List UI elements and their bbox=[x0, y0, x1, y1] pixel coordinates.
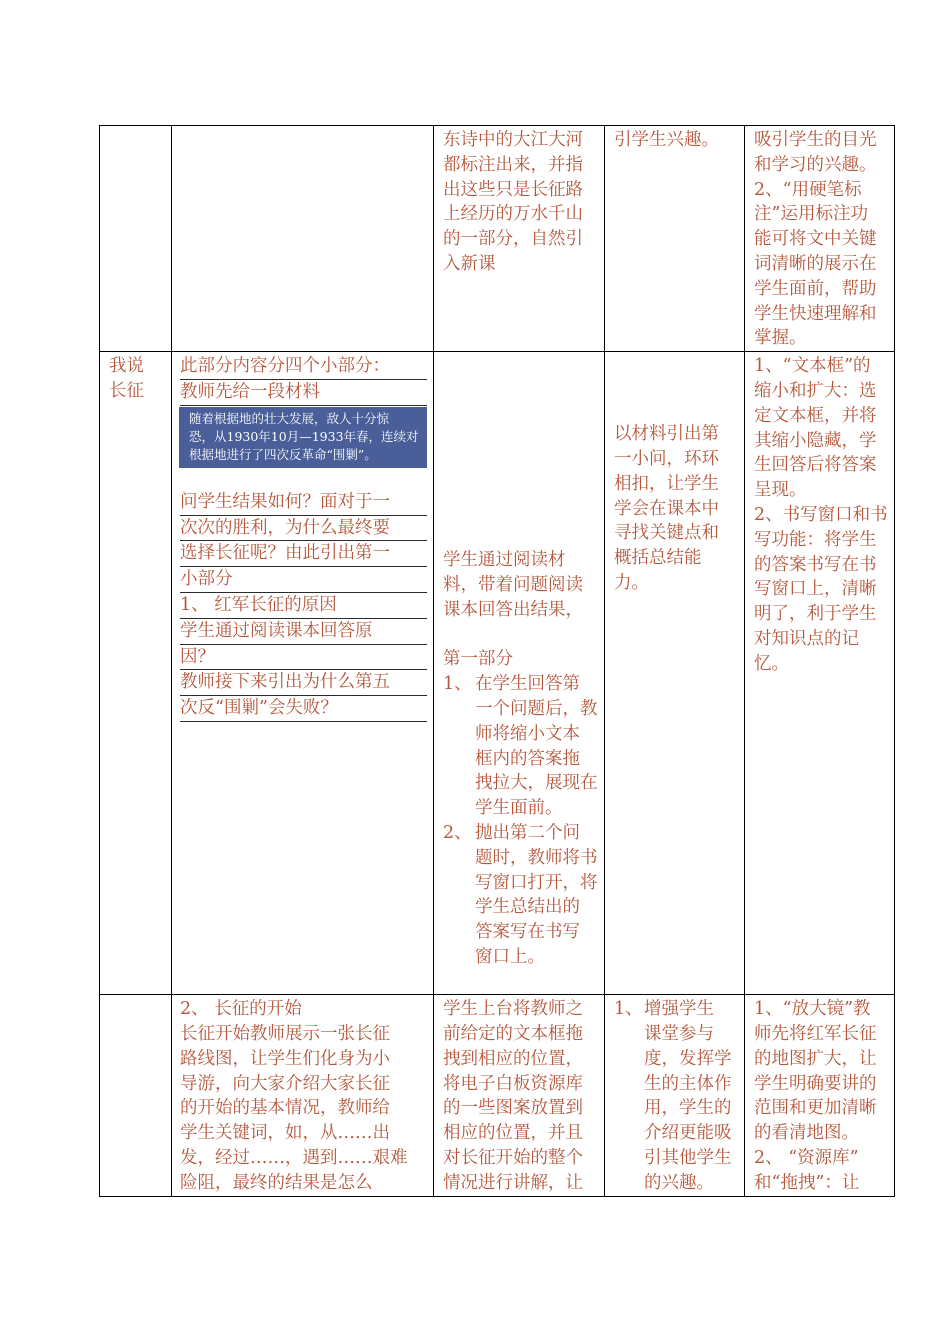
lesson-plan-table bbox=[99, 125, 895, 1197]
text-line: 和学习的兴趣。 bbox=[754, 154, 877, 175]
text-line: 2、 “资源库” bbox=[754, 1147, 859, 1168]
row1-design-intent-cell bbox=[605, 126, 745, 352]
text-line: 学生面前，帮助 bbox=[754, 278, 877, 299]
text-line: 一小问，环环 bbox=[614, 448, 719, 469]
row1-content-cell bbox=[172, 126, 434, 352]
text-line: 学会在课本中 bbox=[614, 498, 719, 519]
text-line: 写窗口上，清晰 bbox=[754, 579, 877, 600]
table-row bbox=[100, 995, 895, 1196]
text-line: 料，带着问题阅读 bbox=[443, 574, 583, 595]
row2-tech-use-cell bbox=[745, 352, 895, 995]
text-line: 选择长征呢？由此引出第一 bbox=[180, 541, 427, 567]
text-line: 生的主体作 bbox=[644, 1073, 732, 1094]
text-line: 力。 bbox=[614, 572, 649, 593]
text-line: 生回答后将答案 bbox=[754, 455, 877, 476]
text-line: 学生面前。 bbox=[475, 798, 563, 819]
row3-section-cell bbox=[100, 995, 172, 1196]
item-number: 2、 bbox=[443, 822, 472, 843]
text-line: 词清晰的展示在 bbox=[754, 253, 877, 274]
text-line: 框内的答案拖 bbox=[475, 748, 580, 769]
excerpt-line: 恐，从1930年10月—1933年春，连续对 bbox=[189, 428, 419, 444]
text-line: 的一部分，自然引 bbox=[443, 229, 583, 250]
text-line: 吸引学生的目光 bbox=[754, 130, 877, 150]
text-line: 情况进行讲解，让 bbox=[443, 1172, 583, 1193]
text-line: 1、“文本框”的 bbox=[754, 356, 871, 377]
text-line: 写功能：将学生 bbox=[754, 529, 877, 550]
excerpt-line: 随着根据地的壮大发展，敌人十分惊 bbox=[189, 410, 390, 426]
text-line: 此部分内容分四个小部分： bbox=[180, 354, 427, 380]
text-line: 拽拉大，展现在 bbox=[475, 773, 598, 794]
text-line: 增强学生 bbox=[644, 999, 714, 1020]
item-number: 1、 bbox=[443, 674, 472, 695]
text-line: 相扣，让学生 bbox=[614, 473, 719, 494]
row3-content-cell bbox=[172, 995, 434, 1196]
text-line: 将电子白板资源库 bbox=[443, 1073, 583, 1094]
text-line: 写窗口打开，将 bbox=[475, 872, 598, 893]
text-line: 因？ bbox=[180, 645, 427, 671]
text-line: 题时，教师将书 bbox=[475, 847, 598, 868]
item-number: 1、 bbox=[614, 999, 643, 1020]
text-line: 师将缩小文本 bbox=[475, 723, 580, 744]
text-line: 引其他学生 bbox=[644, 1147, 732, 1168]
text-line: 路线图，让学生们化身为小 bbox=[180, 1048, 390, 1069]
text-line: 范围和更加清晰 bbox=[754, 1098, 877, 1119]
text-line: 在学生回答第 bbox=[475, 674, 580, 695]
text-line: 教师先给一段材料 bbox=[180, 380, 427, 406]
text-line: 险阻，最终的结果是怎么 bbox=[180, 1172, 373, 1193]
row3-tech-use-cell bbox=[745, 995, 895, 1196]
text-line: 学生总结出的 bbox=[475, 897, 580, 918]
text-line: 前给定的文本框拖 bbox=[443, 1023, 583, 1044]
text-line: 课本回答出结果， bbox=[443, 599, 583, 620]
text-line: 教师接下来引出为什么第五 bbox=[180, 670, 427, 696]
text-line: 介绍更能吸 bbox=[644, 1123, 732, 1144]
text-line: 寻找关键点和 bbox=[614, 523, 719, 544]
text-line: 以材料引出第 bbox=[614, 424, 719, 445]
material-excerpt-box bbox=[179, 407, 427, 468]
text-line: 窗口上。 bbox=[475, 946, 545, 967]
text-line: 明了，利于学生 bbox=[754, 604, 877, 625]
text-line: 对长征开始的整个 bbox=[443, 1147, 583, 1168]
text-line: 问学生结果如何？面对于一 bbox=[180, 490, 427, 516]
row1-tech-use-cell bbox=[745, 126, 895, 352]
text-line: 其缩小隐藏，学 bbox=[754, 430, 877, 451]
text-line: 学生快速理解和 bbox=[754, 303, 877, 324]
excerpt-line: 根据地进行了四次反革命“围剿”。 bbox=[189, 446, 377, 462]
text-line: 1、 红军长征的原因 bbox=[180, 593, 427, 619]
text-line: 的看清地图。 bbox=[754, 1123, 859, 1144]
text-line: 小部分 bbox=[180, 567, 427, 593]
text-line: 长征 bbox=[109, 380, 144, 401]
text-line: 抛出第二个问 bbox=[475, 822, 580, 843]
text-line: 出这些只是长征路 bbox=[443, 179, 583, 200]
text-line: 缩小和扩大：选 bbox=[754, 380, 877, 401]
text-line: 师先将红军长征 bbox=[754, 1023, 877, 1044]
text-line: 学生上台将教师之 bbox=[443, 999, 583, 1020]
text-line: 对知识点的记 bbox=[754, 628, 859, 649]
text-line: 长征开始教师展示一张长征 bbox=[180, 1023, 390, 1044]
text-line: 的开始的基本情况，教师给 bbox=[180, 1098, 390, 1119]
text-line: 呈现。 bbox=[754, 480, 807, 501]
text-line: 忆。 bbox=[754, 653, 789, 674]
text-line: 学生通过阅读课本回答原 bbox=[180, 619, 427, 645]
table-row bbox=[100, 352, 895, 995]
text-line: 导游，向大家介绍大家长征 bbox=[180, 1073, 390, 1094]
text-line: 我说 bbox=[109, 356, 144, 377]
text-line: 能可将文中关键 bbox=[754, 229, 877, 250]
text-line: 引学生兴趣。 bbox=[614, 130, 719, 150]
text-line: 学生通过阅读材 bbox=[443, 550, 566, 571]
text-line: 上经历的万水千山 bbox=[443, 204, 583, 225]
part-one-label: 第一部分 bbox=[443, 649, 513, 670]
text-line: 东诗中的大江大河 bbox=[443, 130, 583, 150]
text-line: 答案写在书写 bbox=[475, 922, 580, 943]
text-line: 拽到相应的位置， bbox=[443, 1048, 583, 1069]
text-line: 定文本框，并将 bbox=[754, 405, 877, 426]
text-line: 2、书写窗口和书 bbox=[754, 504, 888, 525]
text-line: 的一些图案放置到 bbox=[443, 1098, 583, 1119]
text-line: 2、“用硬笔标 bbox=[754, 179, 862, 200]
text-line: 概括总结能 bbox=[614, 548, 702, 569]
row3-design-intent-cell bbox=[605, 995, 745, 1196]
text-line: 课堂参与 bbox=[644, 1023, 714, 1044]
text-line: 掌握。 bbox=[754, 328, 807, 349]
text-line: 次反“围剿”会失败？ bbox=[180, 696, 427, 722]
text-line: 发，经过……，遇到……艰难 bbox=[180, 1147, 408, 1168]
text-line: 的答案书写在书 bbox=[754, 554, 877, 575]
text-line: 度，发挥学 bbox=[644, 1048, 732, 1069]
text-line: 学生明确要讲的 bbox=[754, 1073, 877, 1094]
row2-design-intent-cell bbox=[605, 352, 745, 995]
row3-student-activity-cell bbox=[434, 995, 605, 1196]
text-line: 的地图扩大，让 bbox=[754, 1048, 877, 1069]
row1-section-cell bbox=[100, 126, 172, 352]
row2-student-activity-cell bbox=[434, 352, 605, 995]
text-line: 次次的胜利，为什么最终要 bbox=[180, 516, 427, 542]
text-line: 和“拖拽”：让 bbox=[754, 1172, 860, 1193]
text-line: 相应的位置，并且 bbox=[443, 1123, 583, 1144]
row2-content-cell bbox=[172, 352, 434, 995]
text-line: 注”运用标注功 bbox=[754, 204, 868, 225]
text-line: 2、 长征的开始 bbox=[180, 999, 302, 1020]
text-line: 的兴趣。 bbox=[644, 1172, 714, 1193]
text-line: 一个问题后，教 bbox=[475, 698, 598, 719]
table-row bbox=[100, 126, 895, 352]
text-line: 1、“放大镜”教 bbox=[754, 999, 871, 1020]
text-line: 入新课 bbox=[443, 253, 496, 274]
row2-section-cell bbox=[100, 352, 172, 995]
text-line: 都标注出来，并指 bbox=[443, 154, 583, 175]
row1-student-activity-cell bbox=[434, 126, 605, 352]
text-line: 用，学生的 bbox=[644, 1098, 732, 1119]
text-line: 学生关键词，如，从……出 bbox=[180, 1123, 390, 1144]
